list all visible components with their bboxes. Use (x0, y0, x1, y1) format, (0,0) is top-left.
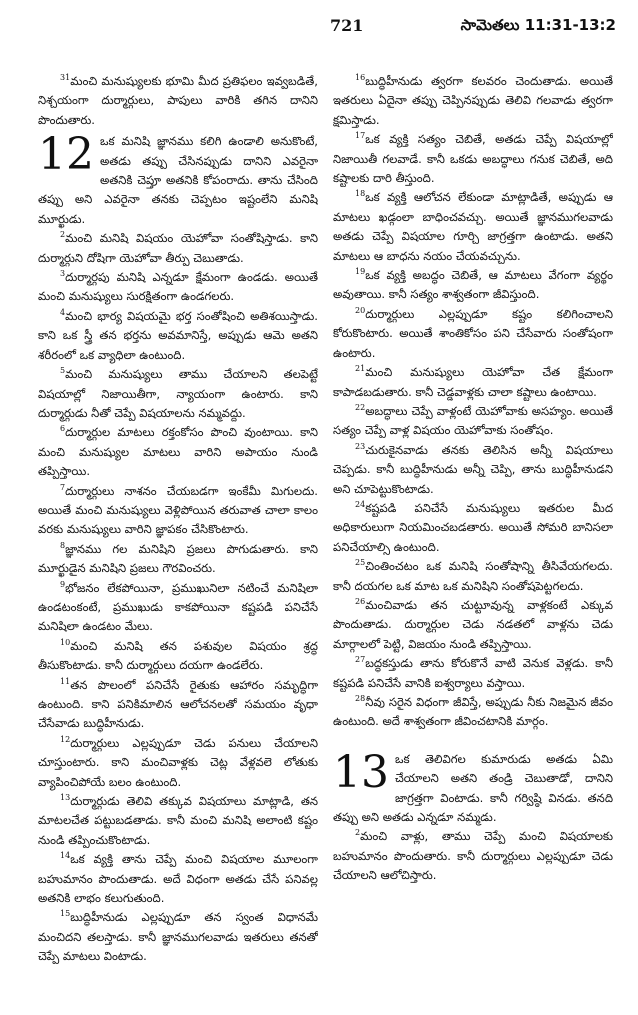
verse-number: 24 (355, 500, 366, 510)
verse-number: 6 (60, 424, 66, 434)
verse (38, 637, 318, 676)
verse (38, 482, 318, 540)
right-column (333, 72, 613, 1002)
verse (333, 188, 613, 266)
verse (38, 850, 318, 908)
verse (38, 229, 318, 268)
verse-text: దుర్మార్గుడు తెలివి తక్కువ విషయాలు మాట్లాడి, తన మాటలచేత పట్టుబడతాడు. కానీ మంచి మనిషి అలాంటి కష్టం నుండి తప్పించుకొంటాడు. (38, 794, 318, 847)
verse-text: అబద్ధాలు చెప్పే వాళ్లంటే యెహోవాకు అసహ్యం. అయితే సత్యం చెప్పే వాళ్ల విషయం యెహోవాకు సంతోషం. (333, 403, 613, 438)
chapter-number: 13 (333, 746, 389, 798)
verse-text: చింతించటం ఒక మనిషి సంతోషాన్ని తీసివేయగలదు. కానీ దయగల ఒక మాట ఒక మనిషిని సంతోషపెట్టగలదు. (333, 559, 613, 593)
verse (333, 266, 613, 305)
verse-number: 26 (355, 597, 366, 607)
verse (333, 557, 613, 596)
verse-number: 8 (60, 540, 66, 550)
verse-number: 27 (355, 655, 366, 665)
verse-number: 28 (355, 694, 366, 704)
chapter-start (333, 746, 613, 828)
verse-number: 2 (60, 230, 66, 240)
page-number: 721 (330, 16, 364, 35)
verse-number: 10 (60, 637, 71, 647)
verse-number: 16 (355, 73, 366, 83)
verse-text: కష్టపడి పనిచేసే మనుష్యులు ఇతరుల మీద అధికారులుగా నియమించబడతారు. అయితే సోమరి బానిసలా పనిచేయాల్సి ఉంటుంది. (333, 500, 613, 554)
verse (333, 441, 613, 499)
verse-number: 14 (60, 851, 71, 861)
verse-text: ఒక వ్యక్తి తాను చెప్పే మంచి విషయాల మూలంగా బహుమానం పొందుతాడు. అదే విధంగా అతడు చేసే పనివల్ల అతనికి లాభం కలుగుతుంది. (38, 852, 318, 906)
verse-text: మంచి మనిషి తన పశువుల విషయం శ్రద్ధ తీసుకొంటాడు. కానీ దుర్మార్గులు దయగా ఉండలేరు. (38, 638, 318, 673)
verse (38, 676, 318, 734)
verse (38, 792, 318, 850)
verse (333, 402, 613, 441)
verse-number: 7 (60, 482, 66, 492)
verse (333, 499, 613, 557)
verse-text: బుద్ధిహీనుడు ఎల్లప్పుడూ తన స్వంత విధానమే మంచిదని తలస్తాడు. కానీ జ్ఞానముగలవాడు ఇతరులు తనతో చెప్పే మాటలు వింటాడు. (38, 910, 318, 964)
verse (38, 268, 318, 307)
page-header (40, 16, 616, 42)
verse-number: 9 (60, 579, 66, 589)
verse-number: 15 (60, 909, 71, 919)
verse-number: 5 (60, 366, 66, 376)
verse-text: బుద్ధిహీనుడు త్వరగా కలవరం చెందుతాడు. అయితే ఇతరులు ఏదైనా తప్పు చెప్పినప్పుడు తెలివి గలవాడు త్వరగా క్షమిస్తాడు. (333, 74, 613, 127)
verse-number: 12 (60, 734, 71, 744)
verse-text: మంచి మనుష్యులు తాము చేయాలని తలపెట్టే విషయాల్లో నిజాయితీగా, న్యాయంగా ఉంటారు. కాని దుర్మార్గుడు నీతో చెప్పే విషయాలను నమ్మవద్దు. (38, 367, 318, 420)
verse-text: దుర్మార్గపు మనిషి ఎన్నడూ క్షేమంగా ఉండడు. అయితే మంచి మనుష్యులు సురక్షితంగా ఉండగలరు. (38, 270, 318, 304)
verse-text: మంచివాడు తన చుట్టూవున్న వాళ్లకంటే ఎక్కువ పొందుతాడు. దుర్మార్గుల చెడు నడతలో వాళ్లను చెడు మార్గాలలో పెట్టి, విజయం నుండి తప్పిస్తాయి. (333, 597, 613, 651)
verse (38, 734, 318, 792)
chapter-start (38, 129, 318, 229)
verse (333, 693, 613, 732)
verse-text: తన పొలంలో పనిచేసే రైతుకు ఆహారం సమృద్ధిగా ఉంటుంది. కాని పనికిమాలిన ఆలోచనలతో సమయం వృధా చేసేవాడు బుద్ధిహీనుడు. (38, 677, 318, 731)
verse-number: 4 (60, 308, 66, 318)
verse (333, 654, 613, 693)
verse (333, 72, 613, 130)
verse (333, 130, 613, 188)
verse-number: 11 (60, 676, 71, 686)
verse-text: బద్ధకస్తుడు తాను కోరుకొనే వాటి వెనుక వెళ్లడు. కానీ కష్టపడి పనిచేసే వానికి ఐశ్వర్యాలు వస్తాయి. (333, 656, 613, 690)
left-column (38, 72, 318, 1002)
verse-text: జ్ఞానము గల మనిషిని ప్రజలు పొగుడుతారు. కాని మూర్ఖుడైన మనిషిని ప్రజలు గౌరవించరు. (38, 541, 318, 576)
verse (38, 540, 318, 579)
verse (333, 596, 613, 654)
verse (38, 307, 318, 365)
verse (333, 305, 613, 363)
verse-text: ఒక వ్యక్తి ఆలోచన లేకుండా మాట్లాడితే, అప్పుడు ఆ మాటలు ఖడ్గంలా బాధించవచ్చు. అయితే జ్ఞానముగలవాడు అతడు చెప్పే విషయాల గూర్చి జాగ్రత్తగా ఉంటాడు. అతని మాటలు ఆ బాధను నయం చేయవచ్చును. (333, 190, 613, 263)
verse-text: మంచి భార్య విషయమై భర్త సంతోషించి అతిశయిస్తాడు. కాని ఒక స్త్రీ తన భర్తను అవమానిస్తే, అప్పుడు ఆమె అతని శరీరంలో ఒక వ్యాధిలా ఉంటుంది. (38, 308, 318, 362)
verse (333, 363, 613, 402)
verse-text: ఒక తెలివిగల కుమారుడు అతడు ఏమి చేయాలని అతని తండ్రి చెబుతాడో, దానిని జాగ్రత్తగా వింటాడు. కానీ గర్విష్ఠి వినడు. తనది తప్పు అని అతడు ఎన్నడూ నమ్మడు. (333, 751, 613, 825)
verse-number: 20 (355, 306, 366, 316)
verse-text: మంచి మనుష్యులకు భూమి మీద ప్రతిఫలం ఇవ్వబడితే, నిశ్చయంగా దుర్మార్గులు, పాపులు వారికి తగిన దానిని పొందుతారు. (38, 74, 318, 127)
verse-number: 3 (60, 269, 66, 279)
verse (38, 423, 318, 481)
verse-number: 23 (355, 441, 366, 451)
verse-number: 21 (355, 364, 366, 374)
verse-number: 2 (355, 828, 361, 838)
verse (38, 72, 318, 130)
verse-text: మంచి మనిషి విషయం యెహోవా సంతోషిస్తాడు. కాని దుర్మార్గుని దోషిగా యెహోవా తీర్పు చెబుతాడు. (38, 231, 318, 265)
running-head: సామెతలు 11:31-13:2 (460, 16, 616, 34)
verse-text: నీవు సరైన విధంగా జీవిస్తే, అప్పుడు నీకు నిజమైన జీవం ఉంటుంది. అదే శాశ్వతంగా జీవించటానికి మార్గం. (333, 695, 613, 729)
verse (38, 579, 318, 637)
verse-number: 13 (60, 793, 71, 803)
verse-text: ఒక వ్యక్తి అబద్ధం చెబితే, ఆ మాటలు వేగంగా వ్యర్థం అవుతాయి. కానీ సత్యం శాశ్వతంగా జీవిస్తుంది. (333, 268, 613, 302)
verse-text: ఒక వ్యక్తి సత్యం చెబితే, అతడు చెప్పే విషయాల్లో నిజాయితీ గలవాడే. కానీ ఒకడు అబద్ధాలు గనుక చెబితే, అది కష్టాలకు దారి తీస్తుంది. (333, 132, 613, 186)
verse-number: 22 (355, 403, 366, 413)
verse-text: దుర్మార్గులు ఎల్లప్పుడూ చెడు పనులు చేయాలని చూస్తుంటారు. కాని మంచివాళ్లకు చెట్ల వేళ్లవలె లోతుకు వ్యాపించిపోయే బలం ఉంటుంది. (38, 735, 318, 789)
verse-text: ఒక మనిషి జ్ఞానము కలిగి ఉండాలి అనుకొంటే, అతడు తప్పు చేసినప్పుడు దానిని ఎవరైనా అతనికి చెప్తూ అతనికి కోపంరాదు. తాను చేసింది తప్పు అని ఎవరైనా తనకు చెప్పటం ఇష్టంలేని మనిషి మూర్ఖుడు. (38, 134, 318, 226)
verse-text: భోజనం లేకపోయినా, ప్రముఖునిలా నటించే మనిషిలా ఉండటంకంటే, ప్రముఖుడు కాకపోయినా కష్టపడి పనిచేసే మనిషిలా ఉండటం మేలు. (38, 580, 318, 634)
verse-number: 31 (60, 73, 71, 83)
verse-text: దుర్మార్గులు ఎల్లప్పుడూ కష్టం కలిగించాలని కోరుకొంటారు. అయితే శాంతికోసం పని చేసేవారు సంతోషంగా ఉంటారు. (333, 306, 613, 360)
verse-text: మంచి మనుష్యులు యెహోవా చేత క్షేమంగా కాపాడబడుతారు. కానీ చెడ్డవాళ్లకు చాలా కష్టాలు ఉంటాయి. (333, 365, 613, 399)
verse-number: 19 (355, 267, 366, 277)
verse (333, 827, 613, 885)
verse-text: దుర్మార్గుల మాటలు రక్తంకోసం పొంచి వుంటాయి. కాని మంచి మనుష్యుల మాటలు వారిని అపాయం నుండి తప్పిస్తాయి. (38, 425, 318, 479)
verse-text: దుర్మార్గులు నాశనం చేయబడగా ఇంకేమీ మిగులదు. అయితే మంచి మనుష్యులు వెళ్లిపోయిన తరువాత చాలా కాలం వరకు మనుష్యులు వారిని జ్ఞాపకం చేసికొంటారు. (38, 483, 318, 537)
verse-number: 25 (355, 558, 366, 568)
verse (38, 908, 318, 966)
verse-number: 18 (355, 189, 366, 199)
verse-text: చురుకైనవాడు తనకు తెలిసిన అన్నీ విషయాలు చెప్పడు. కానీ బుద్ధిహీనుడు అన్నీ చెప్పి, తాను బుద్ధిహీనుడని అని చూపెట్టుకొంటాడు. (333, 442, 613, 496)
chapter-number: 12 (38, 129, 94, 181)
verse-number: 17 (355, 131, 366, 141)
verse-text: మంచి వాళ్లు, తాము చెప్పే మంచి విషయాలకు బహుమానం పొందుతారు. కానీ దుర్మార్గులు ఎల్లప్పుడూ చెడు చేయాలని ఆలోచిస్తారు. (333, 829, 613, 883)
verse (38, 365, 318, 423)
